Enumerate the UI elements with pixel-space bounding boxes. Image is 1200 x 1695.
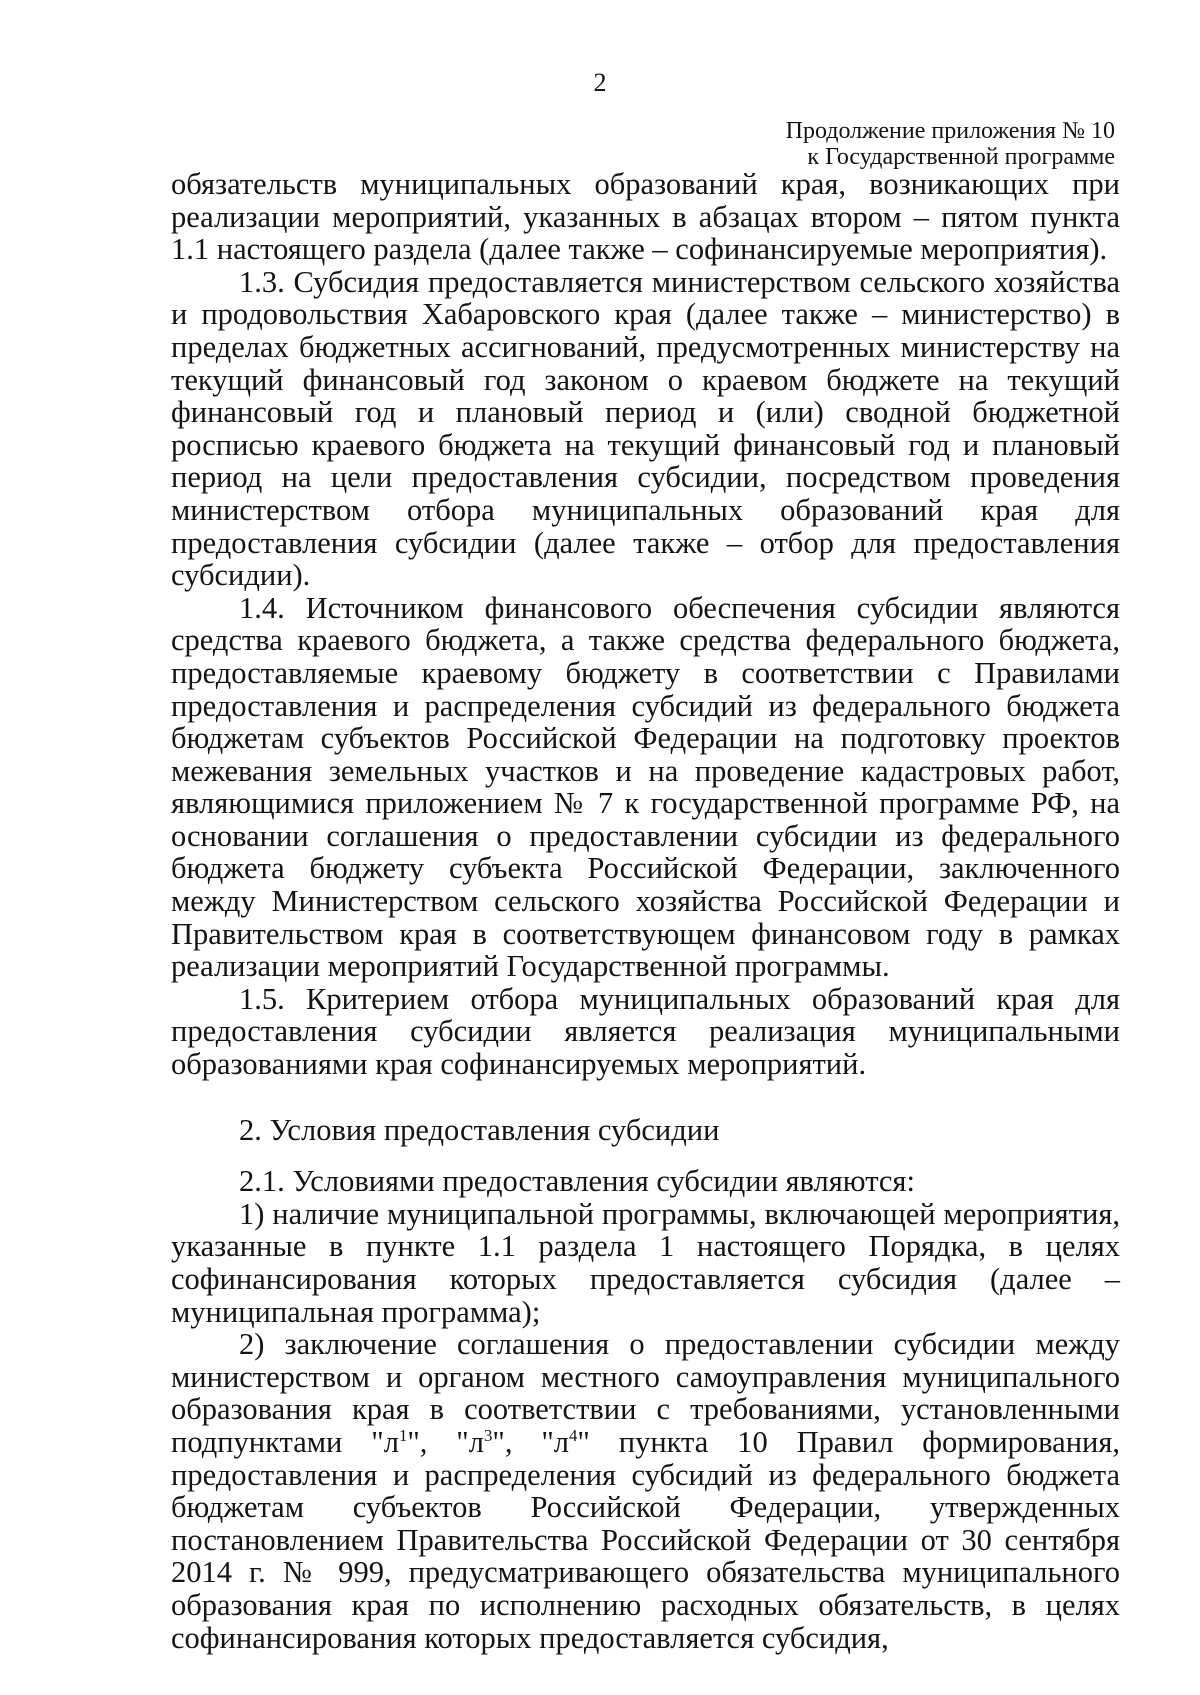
paragraph-1-5: 1.5. Критерием отбора муниципальных образований края для предоставления субсидии является реализация муниципальными образованиями края софинансируемых мероприятий. xyxy=(171,981,1120,1082)
condition-item-1: 1) наличие муниципальной программы, включающей мероприятия, указанные в пункте 1.1 раздела 1 настоящего Порядка, в целях софинансирования которых предоставляется субсидия (далее – муниципальная программа); xyxy=(171,1196,1120,1329)
condition-item-2-text-b: ", "л xyxy=(407,1424,484,1459)
superscript-1: 1 xyxy=(398,1425,408,1445)
condition-item-2 xyxy=(171,1328,1120,1654)
appendix-header-line-1: Продолжение приложения № 10 xyxy=(785,118,1115,144)
appendix-header-note xyxy=(786,118,1115,170)
appendix-header-line-2: к Государственной программе xyxy=(807,144,1115,170)
document-body xyxy=(171,168,1120,1654)
condition-item-2-text-c: ", "л xyxy=(492,1424,570,1459)
condition-item-2-text-d: " пункта 10 Правил формирования, предоставления и распределения субсидий из федерального бюджета бюджетам субъектов Российской Федерации, утвержденных постановлением Правительства Российской Федерации от 30 сентября 2014 г. № 999, предусматривающего обязательства муниципального образования края по исполнению расходных обязательств, в целях софинансирования которых предоставляется субсидия, xyxy=(171,1424,1120,1655)
page-number: 2 xyxy=(593,68,607,97)
paragraph-1-4: 1.4. Источником финансового обеспечения субсидии являются средства краевого бюджета, а также средства федерального бюджета, предоставляемые краевому бюджету в соответствии с Правилами предоставления и распределения субсидий из федерального бюджета бюджетам субъектов Российской Федерации на подготовку проектов межевания земельных участков и на проведение кадастровых работ, являющимися приложением № 7 к государственной программе РФ, на основании соглашения о предоставлении субсидии из федерального бюджета бюджету субъекта Российской Федерации, заключенного между Министерством сельского хозяйства Российской Федерации и Правительством края в соответствующем финансовом году в рамках реализации мероприятий Государственной программы. xyxy=(171,590,1120,984)
superscript-4: 4 xyxy=(569,1425,578,1445)
paragraph-continuation: обязательств муниципальных образований края, возникающих при реализации мероприятий, указанных в абзацах втором – пятом пункта 1.1 настоящего раздела (далее также – софинансируемые мероприятия). xyxy=(171,167,1120,267)
paragraph-1-3: 1.3. Субсидия предоставляется министерством сельского хозяйства и продовольствия Хабаровского края (далее также – министерство) в пределах бюджетных ассигнований, предусмотренных министерству на текущий финансовый год законом о краевом бюджете на текущий финансовый год и плановый период и (или) сводной бюджетной росписью краевого бюджета на текущий финансовый год и плановый период на цели предоставления субсидии, посредством проведения министерством отбора муниципальных образований края для предоставления субсидии (далее также – отбор для предоставления субсидии). xyxy=(171,264,1120,593)
paragraph-2-1: 2.1. Условиями предоставления субсидии являются: xyxy=(239,1164,915,1199)
superscript-3: 3 xyxy=(483,1425,493,1445)
section-heading-2: 2. Условия предоставления субсидии xyxy=(239,1112,720,1147)
condition-item-2-text-a: 2) заключение соглашения о предоставлении субсидии между министерством и органом местного самоуправления муниципального образования края в соответствии с требованиями, установленными подпунктами "л xyxy=(171,1327,1120,1459)
